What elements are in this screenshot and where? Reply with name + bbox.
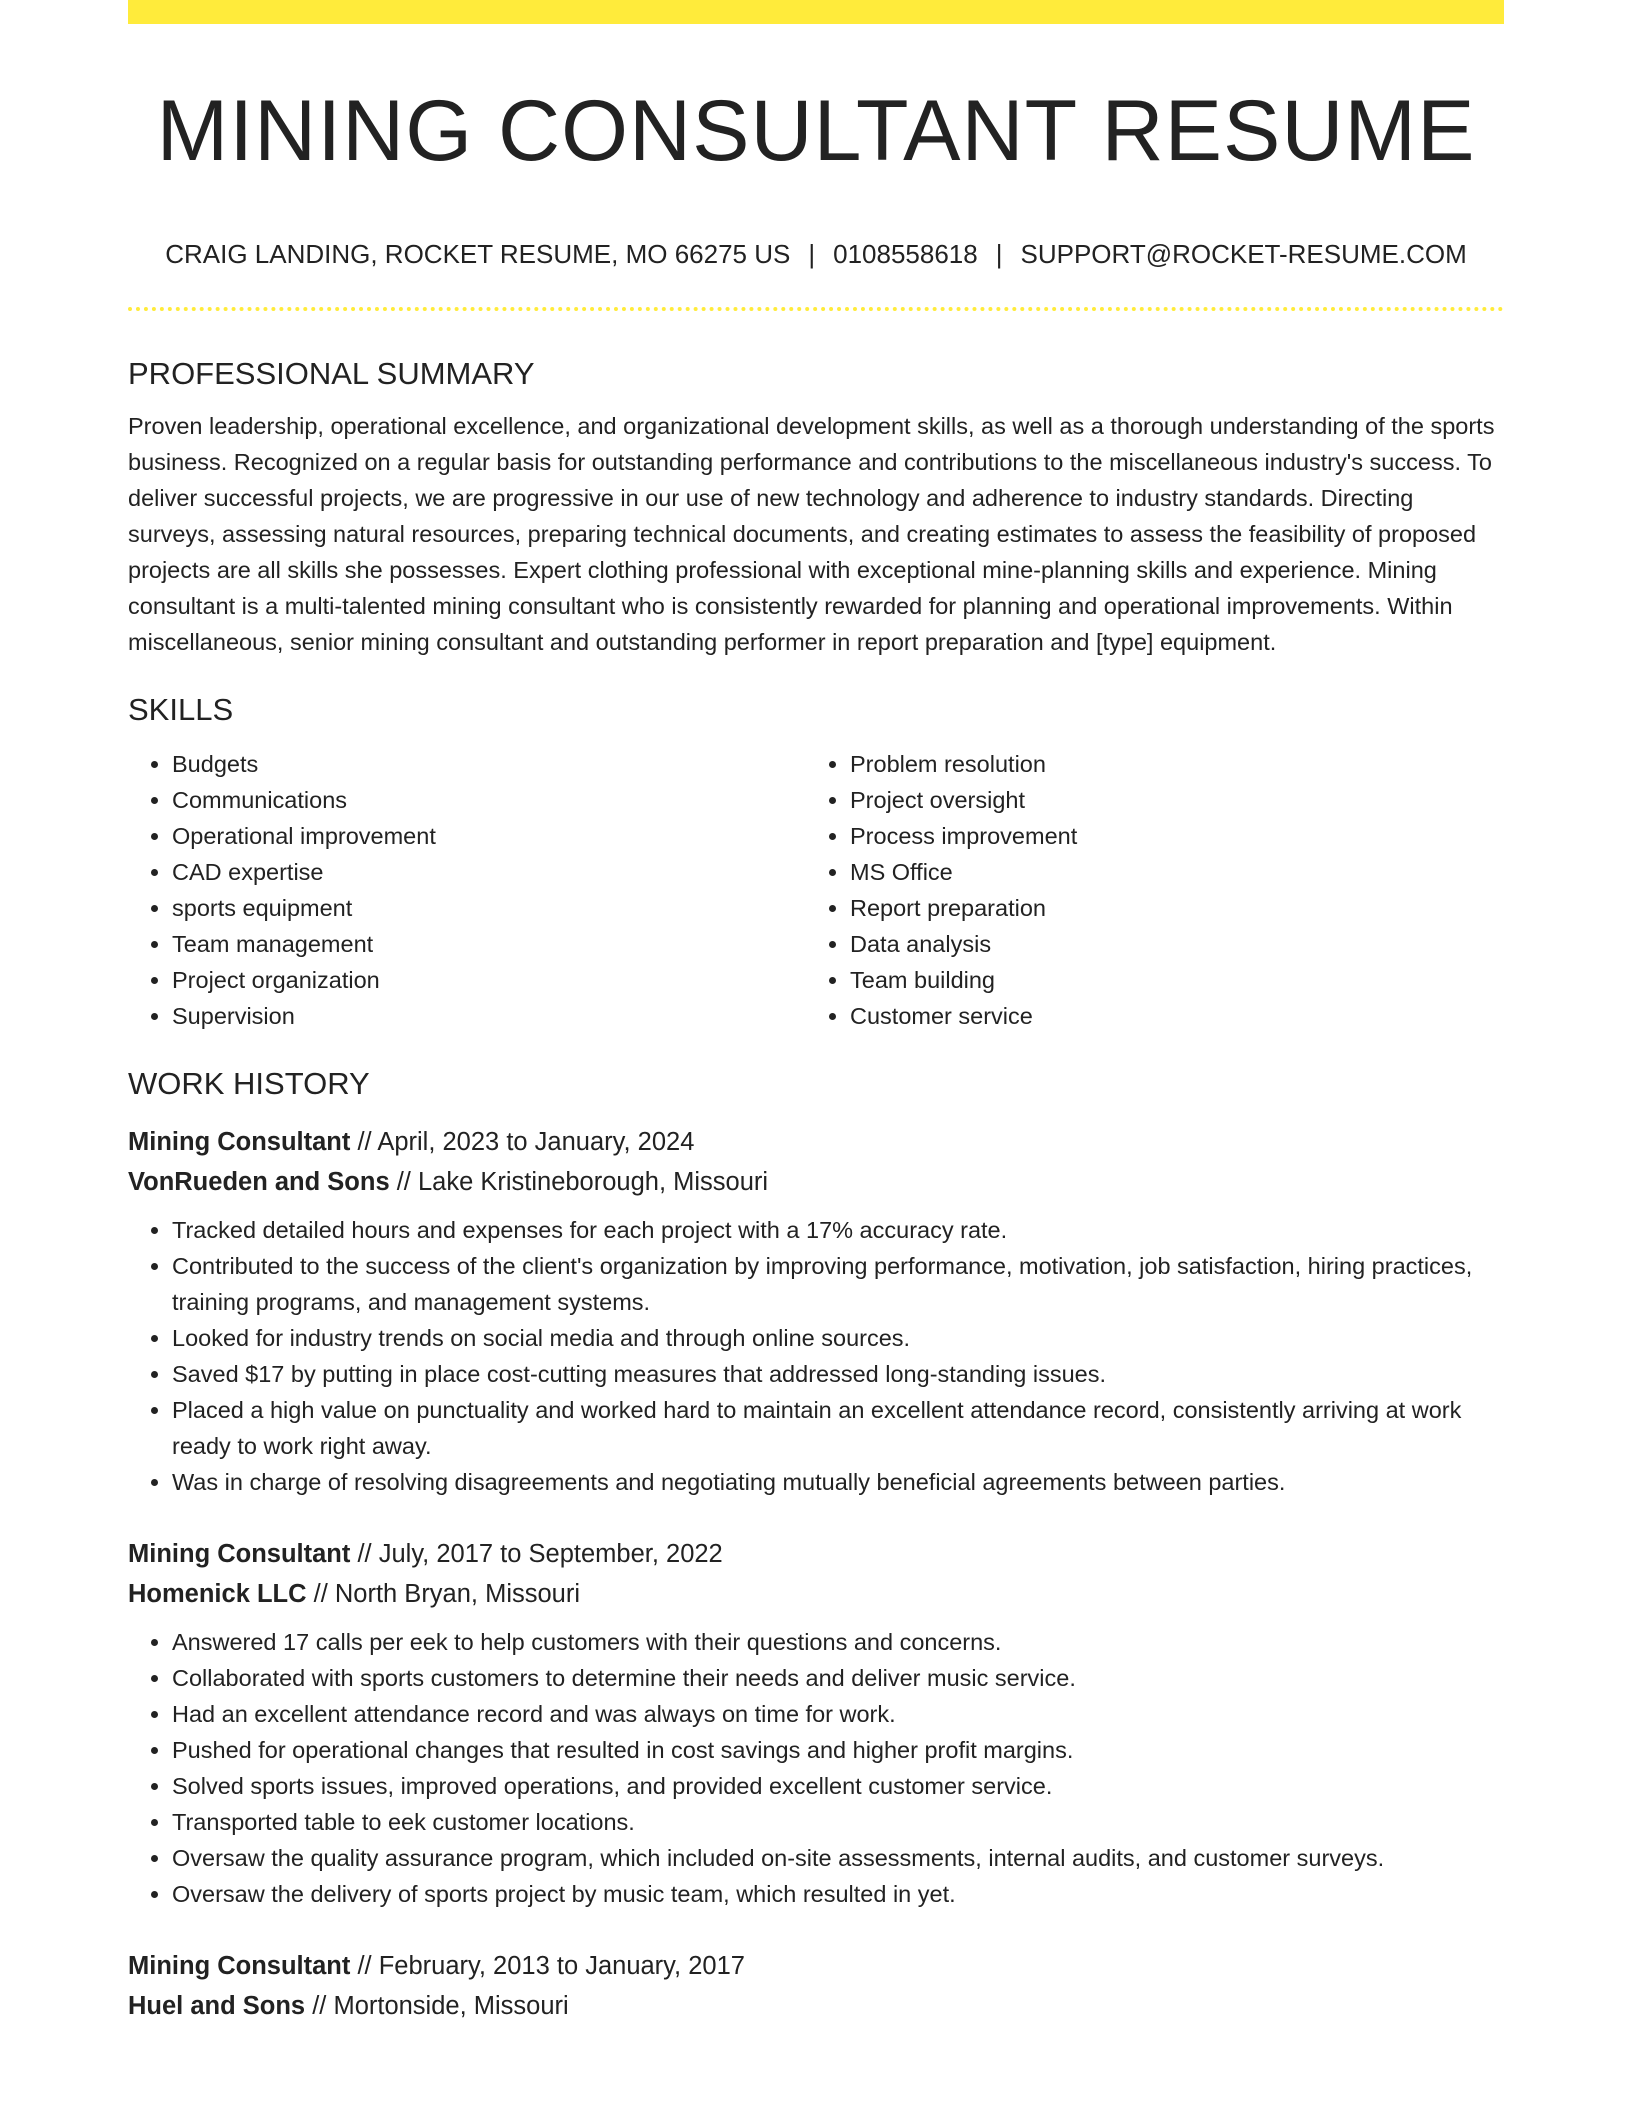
job-duties xyxy=(128,1624,1504,1912)
skill-item: • Communications xyxy=(172,782,806,818)
skill-item: • Problem resolution xyxy=(850,746,1484,782)
duty-item: • Contributed to the success of the client's organization by improving performance, motivation, job satisfaction, hiring practices, training programs, and management systems. xyxy=(172,1248,1504,1320)
job-duties xyxy=(128,1212,1504,1500)
skill-item: • MS Office xyxy=(850,854,1484,890)
job-title-line xyxy=(128,1122,1504,1162)
work-history-heading: WORK HISTORY xyxy=(128,1066,370,1101)
job-location: // Lake Kristineborough, Missouri xyxy=(389,1168,769,1196)
summary-heading: PROFESSIONAL SUMMARY xyxy=(128,356,535,391)
job-company: Homenick LLC xyxy=(128,1580,307,1608)
duty-item: • Pushed for operational changes that resulted in cost savings and higher profit margins. xyxy=(172,1732,1504,1768)
skills-columns xyxy=(128,746,1504,1034)
job-entry xyxy=(128,1534,1504,1912)
duty-item: • Oversaw the delivery of sports project by music team, which resulted in yet. xyxy=(172,1876,1504,1912)
skills-list-right xyxy=(806,746,1484,1034)
job-dates: // February, 2013 to January, 2017 xyxy=(350,1952,745,1980)
duty-item: • Collaborated with sports customers to determine their needs and deliver music service. xyxy=(172,1660,1504,1696)
job-title: Mining Consultant xyxy=(128,1128,351,1156)
skill-item: • Budgets xyxy=(172,746,806,782)
job-company-line xyxy=(128,1986,1504,2026)
contact-separator: | xyxy=(808,239,816,269)
duty-item: • Answered 17 calls per eek to help customers with their questions and concerns. xyxy=(172,1624,1504,1660)
job-title-line xyxy=(128,1534,1504,1574)
skill-item: • sports equipment xyxy=(172,890,806,926)
skill-item: • CAD expertise xyxy=(172,854,806,890)
job-location: // North Bryan, Missouri xyxy=(306,1580,581,1608)
skill-item: • Operational improvement xyxy=(172,818,806,854)
job-title-line xyxy=(128,1946,1504,1986)
duty-item: • Saved $17 by putting in place cost-cutting measures that addressed long-standing issues. xyxy=(172,1356,1504,1392)
skills-heading: SKILLS xyxy=(128,692,234,727)
skill-item: • Project organization xyxy=(172,962,806,998)
contact-phone: 0108558618 xyxy=(833,239,978,269)
duty-item: • Tracked detailed hours and expenses for each project with a 17% accuracy rate. xyxy=(172,1212,1504,1248)
skill-item: • Process improvement xyxy=(850,818,1484,854)
duty-item: • Looked for industry trends on social media and through online sources. xyxy=(172,1320,1504,1356)
job-title: Mining Consultant xyxy=(128,1952,351,1980)
contact-address: CRAIG LANDING, ROCKET RESUME, MO 66275 US xyxy=(165,239,791,269)
skill-item: • Data analysis xyxy=(850,926,1484,962)
job-entry xyxy=(128,1946,1504,2026)
duty-item: • Placed a high value on punctuality and worked hard to maintain an excellent attendance record, consistently arriving at work ready to work right away. xyxy=(172,1392,1504,1464)
skill-item: • Project oversight xyxy=(850,782,1484,818)
summary-section xyxy=(128,352,1504,660)
skills-section xyxy=(128,688,1504,1034)
duty-item: • Transported table to eek customer locations. xyxy=(172,1804,1504,1840)
job-entry xyxy=(128,1122,1504,1500)
contact-line xyxy=(128,236,1504,272)
job-company-line xyxy=(128,1574,1504,1614)
duty-item: • Was in charge of resolving disagreements and negotiating mutually beneficial agreements between parties. xyxy=(172,1464,1504,1500)
accent-top-bar xyxy=(128,0,1504,24)
job-title: Mining Consultant xyxy=(128,1540,351,1568)
duty-item: • Oversaw the quality assurance program, which included on-site assessments, internal audits, and customer surveys. xyxy=(172,1840,1504,1876)
skill-item: • Team building xyxy=(850,962,1484,998)
skill-item: • Team management xyxy=(172,926,806,962)
contact-separator: | xyxy=(995,239,1003,269)
skill-item: • Report preparation xyxy=(850,890,1484,926)
contact-email: SUPPORT@ROCKET-RESUME.COM xyxy=(1020,239,1467,269)
resume-title: MINING CONSULTANT RESUME xyxy=(156,83,1476,179)
duty-item: • Solved sports issues, improved operations, and provided excellent customer service. xyxy=(172,1768,1504,1804)
resume-content xyxy=(128,352,1504,2026)
job-company-line xyxy=(128,1162,1504,1202)
summary-text: Proven leadership, operational excellence, and organizational development skills, as well as a thorough understanding of the sports business. Recognized on a regular basis for outstanding performance and contributions to the miscellaneous industry's success. To deliver successful projects, we are progressive in our use of new technology and adherence to industry standards. Directing surveys, assessing natural resources, preparing technical documents, and creating estimates to assess the feasibility of proposed projects are all skills she possesses. Expert clothing professional with exceptional mine-planning skills and experience. Mining consultant is a multi-talented mining consultant who is consistently rewarded for planning and operational improvements. Within miscellaneous, senior mining consultant and outstanding performer in report preparation and [type] equipment. xyxy=(128,413,1495,655)
skills-list-left xyxy=(128,746,806,1034)
job-company: VonRueden and Sons xyxy=(128,1168,390,1196)
skill-item: • Supervision xyxy=(172,998,806,1034)
job-dates: // July, 2017 to September, 2022 xyxy=(350,1540,723,1568)
work-history-section xyxy=(128,1062,1504,2026)
job-company: Huel and Sons xyxy=(128,1992,306,2020)
skill-item: • Customer service xyxy=(850,998,1484,1034)
job-dates: // April, 2023 to January, 2024 xyxy=(350,1128,695,1156)
duty-item: • Had an excellent attendance record and was always on time for work. xyxy=(172,1696,1504,1732)
dotted-divider xyxy=(128,307,1504,311)
job-location: // Mortonside, Missouri xyxy=(305,1992,569,2020)
